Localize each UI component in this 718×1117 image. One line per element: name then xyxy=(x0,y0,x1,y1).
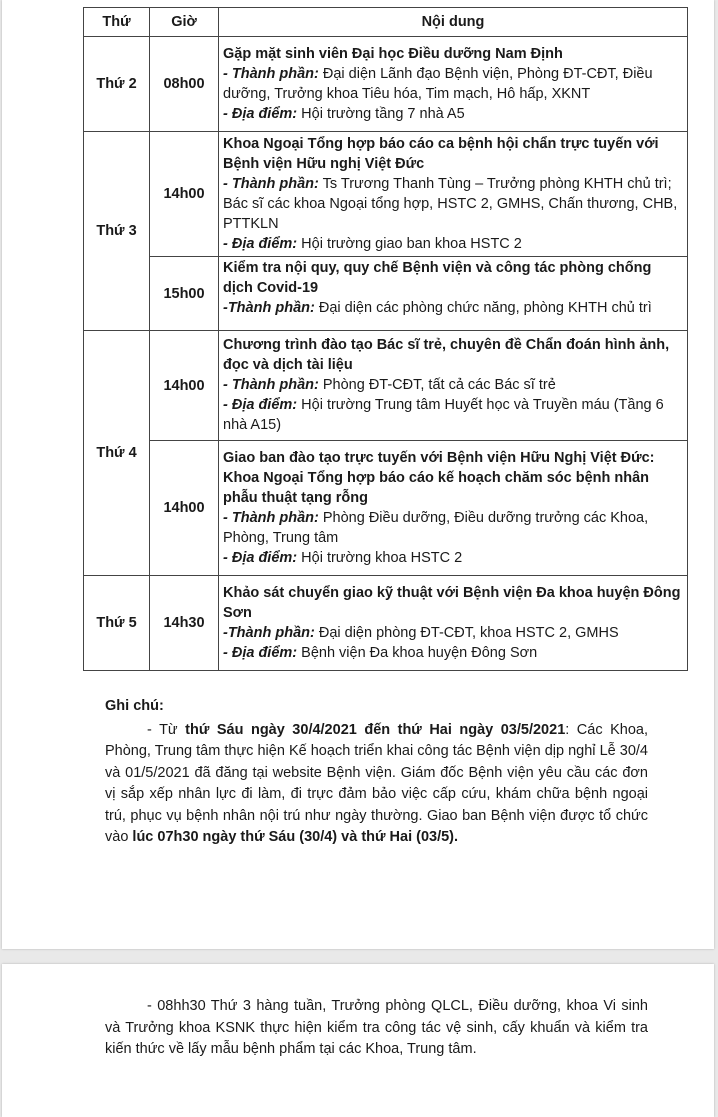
event-participants xyxy=(223,508,683,548)
header-time: Giờ xyxy=(150,8,219,37)
day-cell: Thứ 3 xyxy=(84,132,150,331)
participants-label: -Thành phần: xyxy=(223,624,315,641)
location-label: - Địa điểm: xyxy=(223,644,298,661)
content-cell xyxy=(219,132,688,257)
event-title: Khoa Ngoại Tổng hợp báo cáo ca bệnh hội chẩn trực tuyến với Bệnh viện Hữu nghị Việt Đức xyxy=(223,135,659,172)
participants-label: - Thành phần: xyxy=(223,377,319,393)
header-content: Nội dung xyxy=(219,8,688,37)
event-location xyxy=(223,643,683,663)
location-text: Hội trường giao ban khoa HSTC 2 xyxy=(297,235,522,252)
location-text: Bệnh viện Đa khoa huyện Đông Sơn xyxy=(297,644,538,661)
notes-date-range: thứ Sáu ngày 30/4/2021 đến thứ Hai ngày 03/5/2021 xyxy=(185,721,566,738)
location-label: - Địa điểm: xyxy=(223,549,298,566)
location-label: - Địa điểm: xyxy=(223,235,298,252)
event-participants xyxy=(223,623,683,643)
event-participants xyxy=(223,174,683,234)
notes-paragraph xyxy=(105,720,648,849)
content-cell xyxy=(219,257,688,331)
event-title: Kiểm tra nội quy, quy chế Bệnh viện và công tác phòng chống dịch Covid-19 xyxy=(223,260,652,296)
notes-section xyxy=(105,696,648,849)
document-page-2 xyxy=(2,964,714,1117)
table-row xyxy=(84,441,688,576)
content-cell xyxy=(219,441,688,576)
event-title: Giao ban đào tạo trực tuyến với Bệnh viện Hữu Nghị Việt Đức: Khoa Ngoại Tổng hợp báo cáo kế hoạch chăm sóc bệnh nhân phẫu thuật tạng rỗng xyxy=(223,449,655,506)
event-location xyxy=(223,234,683,254)
participants-text: Phòng ĐT-CĐT, tất cả các Bác sĩ trẻ xyxy=(318,377,556,393)
table-row xyxy=(84,132,688,257)
day-cell: Thứ 5 xyxy=(84,576,150,671)
notes-body: : Các Khoa, Phòng, Trung tâm thực hiện Kế hoạch triển khai công tác Bệnh viện dịp nghỉ Lễ 30/4 và 01/5/2021 đã đăng tại website Bệnh viện. Giám đốc Bệnh viện yêu cầu các đơn vị sắp xếp nhân lực đi làm, đi trực đảm bảo việc cấp cứu, khám chữa bệnh ngoại trú, phục vụ bệnh nhân nội trú như ngày thường. Giao ban Bệnh viện được tổ chức vào xyxy=(105,721,648,845)
participants-text: Phòng Điều dưỡng, Điều dưỡng trưởng các Khoa, Phòng, Trung tâm xyxy=(223,509,649,546)
table-row xyxy=(84,37,688,132)
participants-text: Ts Trương Thanh Tùng – Trưởng phòng KHTH chủ trì; Bác sĩ các khoa Ngoại tổng hợp, HSTC 2, GMHS, Chấn thương, CHB, PTTKLN xyxy=(223,175,678,232)
time-cell: 14h00 xyxy=(150,132,219,257)
notes-paragraph-2: - 08hh30 Thứ 3 hàng tuần, Trưởng phòng QLCL, Điều dưỡng, khoa Vi sinh và Trưởng khoa KSNK thực hiện kiểm tra công tác vệ sinh, cấy khuẩn và kiểm tra kiến thức về lấy mẫu bệnh phẩm tại các Khoa, Trung tâm. xyxy=(105,998,648,1057)
event-title: Chương trình đào tạo Bác sĩ trẻ, chuyên đề Chẩn đoán hình ảnh, đọc và dịch tài liệu xyxy=(223,337,670,373)
day-cell: Thứ 4 xyxy=(84,331,150,576)
time-cell: 08h00 xyxy=(150,37,219,132)
participants-label: - Thành phần: xyxy=(223,175,319,192)
participants-label: - Thành phần: xyxy=(223,509,319,526)
location-text: Hội trường tầng 7 nhà A5 xyxy=(297,105,465,122)
content-cell xyxy=(219,37,688,132)
event-location xyxy=(223,548,683,568)
location-label: - Địa điểm: xyxy=(223,105,298,122)
table-row xyxy=(84,331,688,441)
time-cell: 14h00 xyxy=(150,441,219,576)
table-header-row xyxy=(84,8,688,37)
location-label: - Địa điểm: xyxy=(223,397,298,413)
content-cell xyxy=(219,576,688,671)
participants-text: Đại diện các phòng chức năng, phòng KHTH chủ trì xyxy=(314,300,652,316)
event-participants xyxy=(223,64,683,104)
notes-title: Ghi chú: xyxy=(105,698,164,714)
location-text: Hội trường Trung tâm Huyết học và Truyền máu (Tầng 6 nhà A15) xyxy=(223,397,664,433)
event-title: Khảo sát chuyển giao kỹ thuật với Bệnh viện Đa khoa huyện Đông Sơn xyxy=(223,584,681,621)
day-cell: Thứ 2 xyxy=(84,37,150,132)
time-cell: 14h00 xyxy=(150,331,219,441)
time-cell: 14h30 xyxy=(150,576,219,671)
table-row xyxy=(84,576,688,671)
document-page-1 xyxy=(2,0,714,949)
header-day: Thứ xyxy=(84,8,150,37)
participants-text: Đại diện phòng ĐT-CĐT, khoa HSTC 2, GMHS xyxy=(314,624,619,641)
participants-text: Đại diện Lãnh đạo Bệnh viện, Phòng ĐT-CĐT, Điều dưỡng, Trưởng khoa Tiêu hóa, Tim mạch, Hô hấp, XKNT xyxy=(223,65,653,102)
notes-lead: - Từ xyxy=(147,721,186,738)
event-participants xyxy=(223,375,683,395)
schedule-table xyxy=(83,7,688,671)
clipped-content xyxy=(223,258,683,328)
event-participants xyxy=(223,298,683,318)
event-title: Gặp mặt sinh viên Đại học Điều dưỡng Nam Định xyxy=(223,45,563,62)
event-location xyxy=(223,104,683,124)
event-location xyxy=(223,395,683,435)
time-cell: 15h00 xyxy=(150,257,219,331)
content-cell xyxy=(219,331,688,441)
participants-label: -Thành phần: xyxy=(223,300,315,316)
table-row xyxy=(84,257,688,331)
participants-label: - Thành phần: xyxy=(223,65,319,82)
notes-meeting-time: lúc 07h30 ngày thứ Sáu (30/4) và thứ Hai (03/5). xyxy=(132,829,459,845)
location-text: Hội trường khoa HSTC 2 xyxy=(297,549,463,566)
